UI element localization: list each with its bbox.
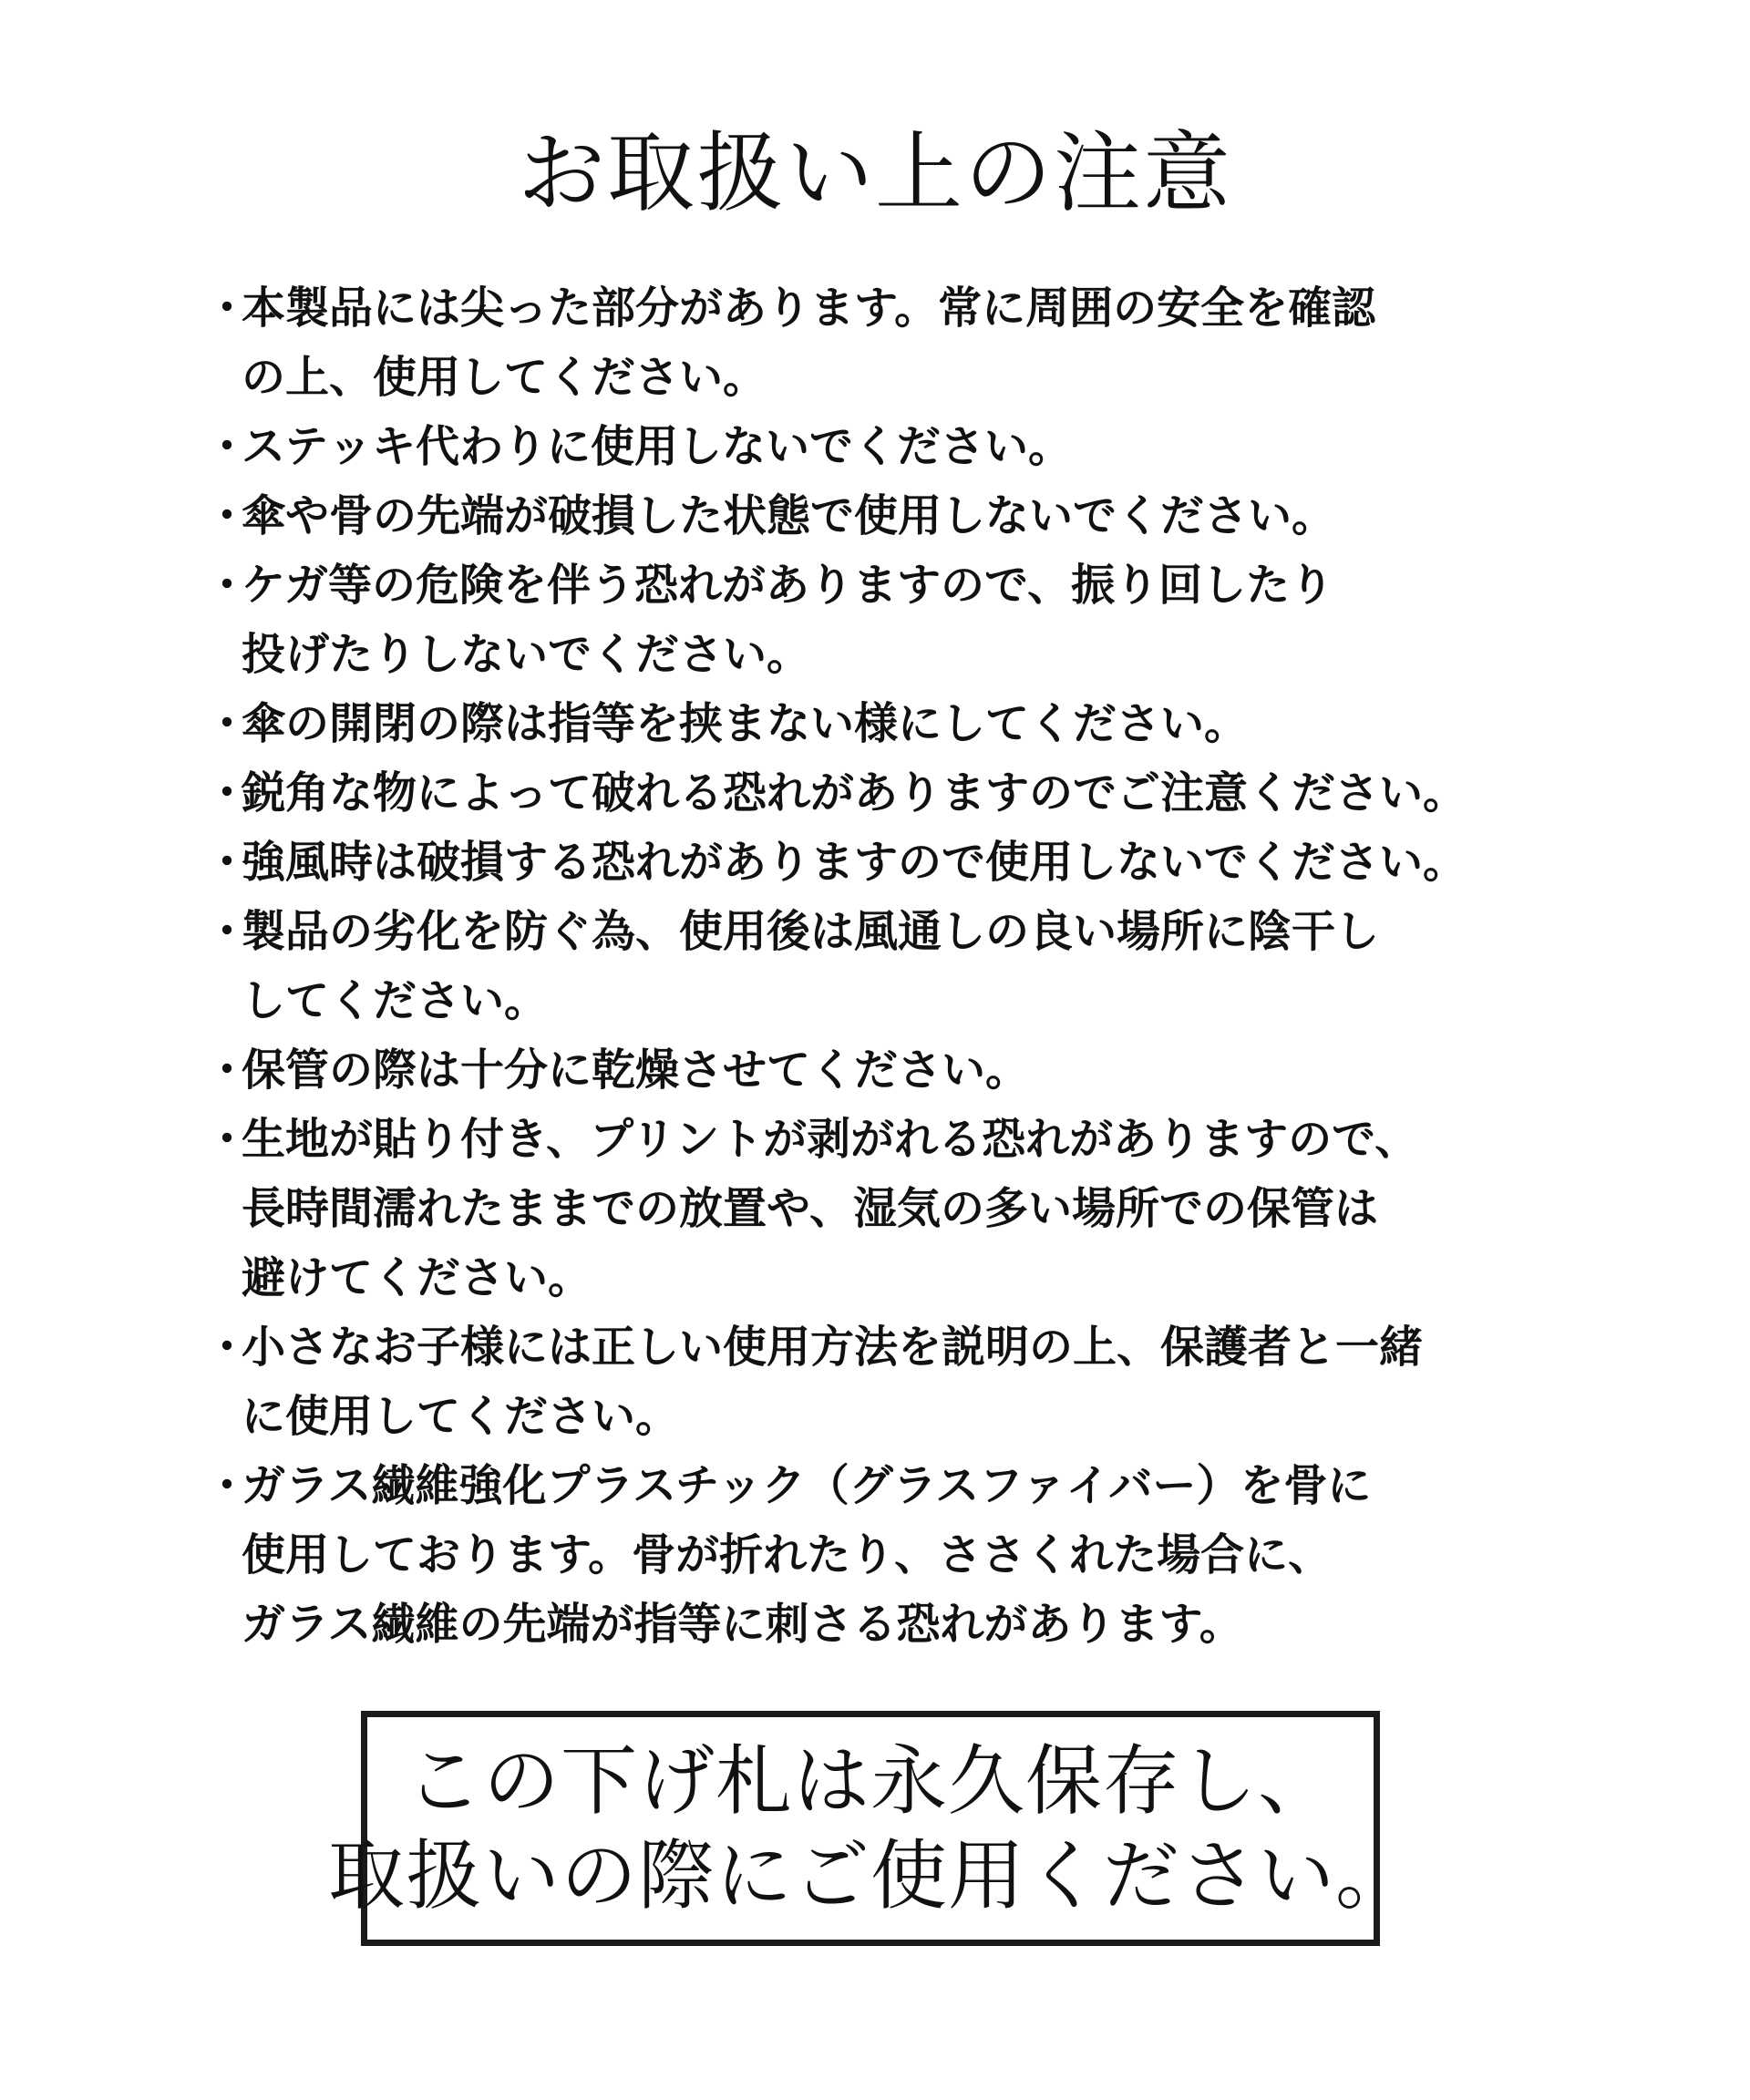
item-line: してください。 [242,975,549,1026]
footer-line: 取扱いの際にご使用ください。 [328,1831,1414,1920]
list-item [205,481,1590,551]
footer-notice-box [328,1711,1414,1946]
list-item [205,1451,1590,1659]
item-line: 本製品には尖った部分があります。常に周囲の安全を確認 [242,283,1376,334]
item-line: 長時間濡れたままでの放置や、湿気の多い場所での保管は [242,1183,1379,1234]
bullet: ・ [205,490,250,541]
list-item [205,412,1590,481]
item-text [242,551,1590,689]
bullet: ・ [205,837,250,888]
caution-list [205,273,1590,1659]
item-line: 鋭角な物によって破れる恐れがありますのでご注意ください。 [242,767,1467,818]
bullet: ・ [205,283,250,334]
list-item [205,1035,1590,1105]
item-text [242,1105,1590,1312]
item-text [242,1451,1590,1659]
list-item [205,551,1590,689]
item-text [242,828,1590,897]
bullet: ・ [205,906,250,957]
list-item [205,897,1590,1035]
item-line: ガラス繊維の先端が指等に刺さる恐れがあります。 [242,1599,1243,1650]
bullet: ・ [205,1045,250,1096]
item-line: 生地が貼り付き、プリントが剥がれる恐れがありますので、 [242,1114,1419,1165]
item-line: 傘の開閉の際は指等を挟まない様にしてください。 [242,698,1249,749]
item-line: に使用してください。 [242,1391,680,1442]
item-line: ステッキ代わりに使用しないでください。 [242,421,1073,472]
bullet: ・ [205,1460,250,1511]
item-text [242,481,1590,551]
bullet: ・ [205,698,250,749]
bullet: ・ [205,560,250,611]
item-text [242,412,1590,481]
item-line: ケガ等の危険を伴う恐れがありますので、振り回したり [242,560,1334,611]
item-text [242,1312,1590,1451]
item-text [242,1035,1590,1105]
bullet: ・ [205,767,250,818]
list-item [205,273,1590,412]
item-line: 傘や骨の先端が破損した状態で使用しないでください。 [242,490,1336,541]
list-item [205,758,1590,828]
page-title: お取扱い上の注意 [518,122,1232,224]
item-line: の上、使用してください。 [242,352,767,403]
bullet: ・ [205,421,250,472]
item-line: 投げたりしないでください。 [242,629,811,680]
list-item [205,1105,1590,1312]
item-text [242,273,1590,412]
list-item [205,828,1590,897]
item-text [242,897,1590,1035]
item-line: 使用しております。骨が折れたり、ささくれた場合に、 [242,1529,1333,1580]
item-text [242,758,1590,828]
list-item [205,1312,1590,1451]
item-line: 強風時は破損する恐れがありますので使用しないでください。 [242,837,1467,888]
bullet: ・ [205,1114,250,1165]
item-line: ガラス繊維強化プラスチック（グラスファイバー）を骨に [242,1460,1372,1511]
item-line: 製品の劣化を防ぐ為、使用後は風通しの良い場所に陰干し [242,906,1380,957]
item-text [242,689,1590,758]
footer-line: この下げ札は永久保存し、 [405,1736,1335,1826]
item-line: 避けてください。 [242,1252,592,1303]
bullet: ・ [205,1322,250,1373]
list-item [205,689,1590,758]
item-line: 小さなお子様には正しい使用方法を説明の上、保護者と一緒 [242,1322,1424,1373]
item-line: 保管の際は十分に乾燥させてください。 [242,1045,1030,1096]
